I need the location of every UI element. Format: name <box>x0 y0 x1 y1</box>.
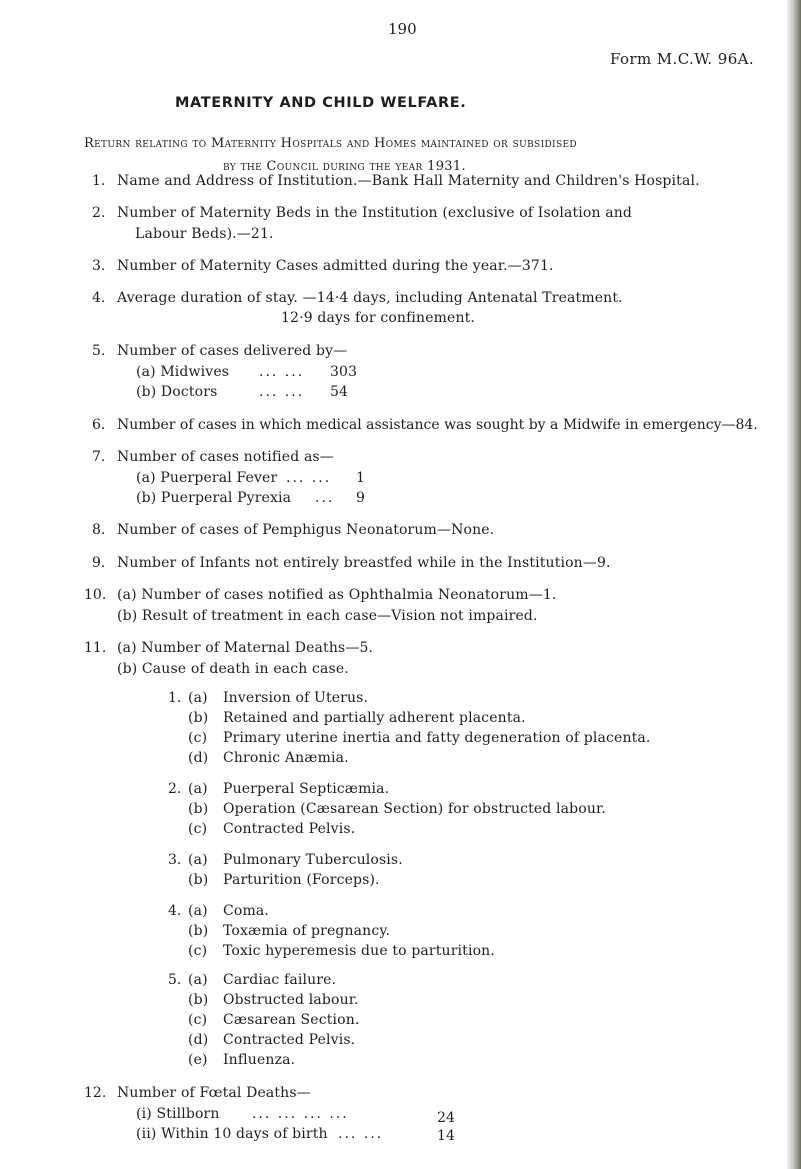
death-3a-letter: (a) <box>188 852 208 868</box>
death-4c-cause: Toxic hyperemesis due to parturition. <box>223 943 495 959</box>
death-3a-cause: Pulmonary Tuberculosis. <box>223 852 403 868</box>
item-10b-text: (b) Result of treatment in each case—Vision not impaired. <box>117 608 538 624</box>
death-4b-cause: Toxæmia of pregnancy. <box>223 923 391 939</box>
item-12ii-leader-dots: ... ... <box>338 1126 384 1142</box>
death-3b-cause: Parturition (Forceps). <box>223 872 380 888</box>
death-5e-letter: (e) <box>188 1052 208 1068</box>
form-reference: Form M.C.W. 96A. <box>610 50 755 68</box>
death-4a-letter: (a) <box>188 903 208 919</box>
item-2-text-continued: Labour Beds).—21. <box>135 226 274 242</box>
document-heading: MATERNITY AND CHILD WELFARE. <box>175 95 467 111</box>
death-2-number: 2. <box>168 781 182 797</box>
death-5b-cause: Obstructed labour. <box>223 992 359 1008</box>
item-11-number: 11. <box>84 640 107 656</box>
item-11b-text: (b) Cause of death in each case. <box>117 661 349 677</box>
return-title-line-2: by the Council during the year 1931. <box>223 159 467 174</box>
item-5a-label: (a) Midwives <box>136 364 230 380</box>
item-12i-label: (i) Stillborn <box>136 1106 220 1122</box>
item-7b-leader-dots: ... <box>315 490 335 506</box>
item-3-number: 3. <box>92 258 106 274</box>
item-7b-label: (b) Puerperal Pyrexia <box>136 490 292 506</box>
death-1b-letter: (b) <box>188 710 209 726</box>
death-4-number: 4. <box>168 903 182 919</box>
item-4-text: Average duration of stay. —14·4 days, including Antenatal Treatment. <box>117 290 623 306</box>
item-8-text: Number of cases of Pemphigus Neonatorum—None. <box>117 522 495 538</box>
death-2a-letter: (a) <box>188 781 208 797</box>
death-5d-cause: Contracted Pelvis. <box>223 1032 356 1048</box>
death-4a-cause: Coma. <box>223 903 269 919</box>
item-7a-value: 1 <box>356 470 366 486</box>
death-1a-letter: (a) <box>188 690 208 706</box>
return-title-line-1: Return relating to Maternity Hospitals and Homes maintained or subsidised <box>84 136 577 151</box>
death-5e-cause: Influenza. <box>223 1052 296 1068</box>
death-1-number: 1. <box>168 690 182 706</box>
death-1d-cause: Chronic Anæmia. <box>223 750 349 766</box>
death-5a-letter: (a) <box>188 972 208 988</box>
death-3-number: 3. <box>168 852 182 868</box>
item-8-number: 8. <box>92 522 106 538</box>
item-9-number: 9. <box>92 555 106 571</box>
death-1a-cause: Inversion of Uterus. <box>223 690 369 706</box>
item-3-text: Number of Maternity Cases admitted during the year.—371. <box>117 258 554 274</box>
item-1-text: Name and Address of Institution.—Bank Hall Maternity and Children's Hospital. <box>117 173 700 189</box>
death-5d-letter: (d) <box>188 1032 209 1048</box>
item-2-number: 2. <box>92 205 106 221</box>
item-11a-text: (a) Number of Maternal Deaths—5. <box>117 640 374 656</box>
item-12i-value: 24 <box>437 1110 456 1126</box>
item-5a-value: 303 <box>330 364 358 380</box>
page-edge-shadow <box>787 0 801 1169</box>
death-5-number: 5. <box>168 972 182 988</box>
page-number: 190 <box>388 20 417 38</box>
item-10a-text: (a) Number of cases notified as Ophthalmia Neonatorum—1. <box>117 587 557 603</box>
item-5b-leader-dots: ... ... <box>259 384 305 400</box>
death-2a-cause: Puerperal Septicæmia. <box>223 781 390 797</box>
item-5-number: 5. <box>92 343 106 359</box>
item-7a-label: (a) Puerperal Fever <box>136 470 278 486</box>
death-1c-cause: Primary uterine inertia and fatty degeneration of placenta. <box>223 730 651 746</box>
item-6-number: 6. <box>92 417 106 433</box>
item-12ii-value: 14 <box>437 1128 456 1144</box>
item-5a-leader-dots: ... ... <box>259 364 305 380</box>
item-4-text-continued: 12·9 days for confinement. <box>281 310 476 326</box>
item-7-text: Number of cases notified as— <box>117 449 334 465</box>
death-2b-letter: (b) <box>188 801 209 817</box>
item-12i-leader-dots: ... ... ... ... <box>252 1106 349 1122</box>
death-3b-letter: (b) <box>188 872 209 888</box>
death-4c-letter: (c) <box>188 943 208 959</box>
item-12ii-label: (ii) Within 10 days of birth <box>136 1126 328 1142</box>
item-5b-label: (b) Doctors <box>136 384 218 400</box>
item-10-number: 10. <box>84 587 107 603</box>
item-7-number: 7. <box>92 449 106 465</box>
item-7a-leader-dots: ... ... <box>286 470 332 486</box>
item-12-number: 12. <box>84 1085 107 1101</box>
item-6-text: Number of cases in which medical assistance was sought by a Midwife in emergency—84. <box>117 417 758 433</box>
death-5c-cause: Cæsarean Section. <box>223 1012 360 1028</box>
item-4-number: 4. <box>92 290 106 306</box>
item-5-text: Number of cases delivered by— <box>117 343 348 359</box>
death-2c-cause: Contracted Pelvis. <box>223 821 356 837</box>
death-1b-cause: Retained and partially adherent placenta. <box>223 710 526 726</box>
death-2c-letter: (c) <box>188 821 208 837</box>
death-2b-cause: Operation (Cæsarean Section) for obstructed labour. <box>223 801 606 817</box>
death-1d-letter: (d) <box>188 750 209 766</box>
item-9-text: Number of Infants not entirely breastfed while in the Institution—9. <box>117 555 611 571</box>
death-4b-letter: (b) <box>188 923 209 939</box>
death-5c-letter: (c) <box>188 1012 208 1028</box>
item-1-number: 1. <box>92 173 106 189</box>
death-1c-letter: (c) <box>188 730 208 746</box>
item-5b-value: 54 <box>330 384 349 400</box>
death-5b-letter: (b) <box>188 992 209 1008</box>
item-12-text: Number of Fœtal Deaths— <box>117 1085 311 1101</box>
item-2-text: Number of Maternity Beds in the Institution (exclusive of Isolation and <box>117 205 633 221</box>
item-7b-value: 9 <box>356 490 366 506</box>
death-5a-cause: Cardiac failure. <box>223 972 337 988</box>
